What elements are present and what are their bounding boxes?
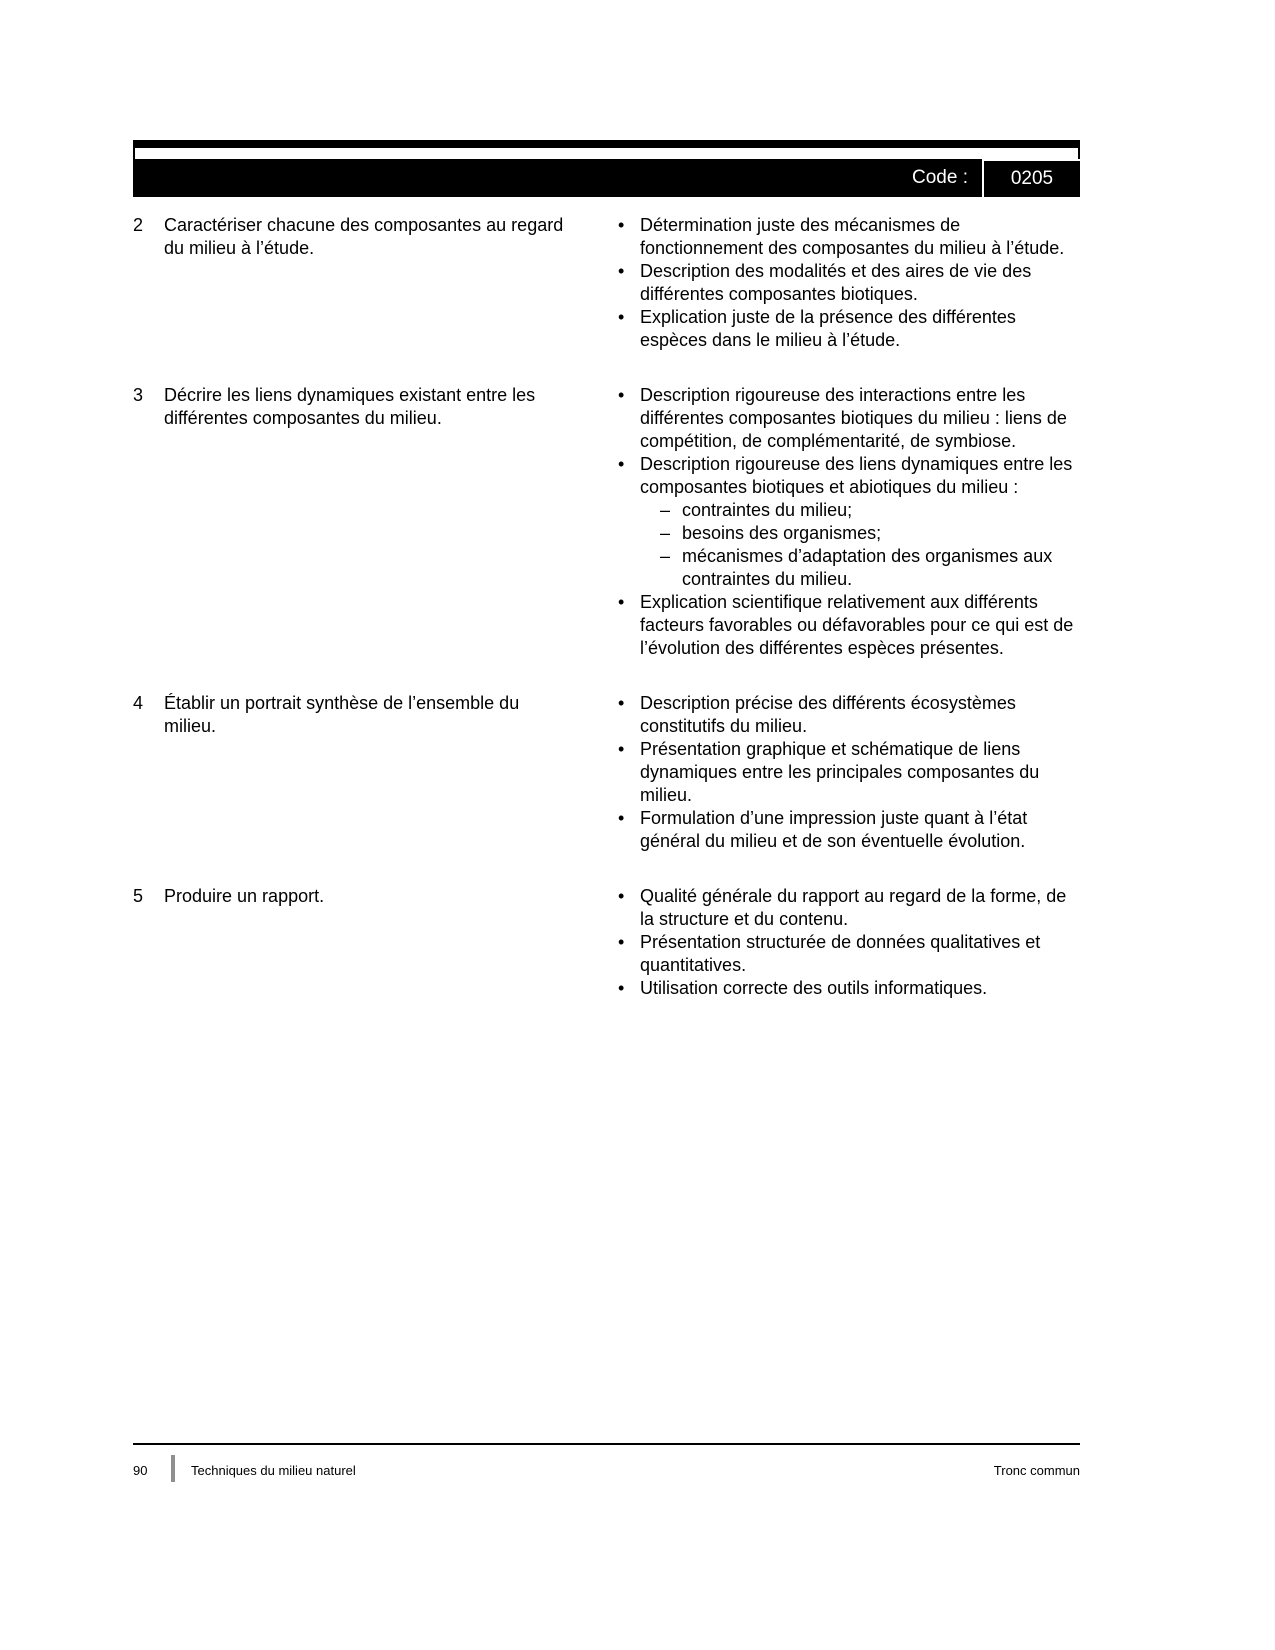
criterion-item <box>618 807 1080 853</box>
criterion-item <box>618 977 1080 1000</box>
criterion-body <box>640 931 1080 977</box>
bullet-icon: • <box>618 454 625 474</box>
criterion-body <box>640 384 1080 453</box>
bullet-icon: • <box>618 808 625 828</box>
criteria-cell <box>618 214 1080 352</box>
sub-criterion-item <box>660 545 1080 591</box>
code-label: Code : <box>912 167 968 188</box>
criterion-text: Description rigoureuse des liens dynamiques entre les composantes biotiques et abiotiques du milieu : <box>640 454 1073 497</box>
code-value: 0205 <box>982 159 1080 197</box>
footer <box>133 1455 1080 1482</box>
criterion-item <box>618 453 1080 591</box>
sub-criterion-item <box>660 522 1080 545</box>
criterion-text: Description précise des différents écosystèmes constitutifs du milieu. <box>640 693 1016 736</box>
criteria-cell <box>618 384 1080 660</box>
criterion-item <box>618 692 1080 738</box>
criterion-text: Qualité générale du rapport au regard de la forme, de la structure et du contenu. <box>640 886 1067 929</box>
criteria-cell <box>618 885 1080 1000</box>
criterion-body <box>640 885 1080 931</box>
criteria-cell <box>618 692 1080 853</box>
criterion-body <box>640 260 1080 306</box>
objective-number: 4 <box>133 693 144 713</box>
criterion-text: Formulation d’une impression juste quant à l’état général du milieu et de son éventuelle évolution. <box>640 808 1028 851</box>
header-bar <box>133 140 1080 197</box>
footer-divider <box>171 1455 175 1482</box>
objective-text: Produire un rapport. <box>164 886 325 906</box>
objective-text: Décrire les liens dynamiques existant entre les différentes composantes du milieu. <box>164 385 536 428</box>
objective-row <box>133 384 1080 660</box>
footer-rule <box>133 1443 1080 1445</box>
sub-criterion-item <box>660 499 1080 522</box>
bullet-icon: • <box>618 978 625 998</box>
criterion-text: Explication juste de la présence des différentes espèces dans le milieu à l’étude. <box>640 307 1016 350</box>
objective-cell <box>133 692 585 853</box>
criterion-body <box>640 692 1080 738</box>
criterion-item <box>618 214 1080 260</box>
dash-icon: – <box>660 500 671 520</box>
objective-row <box>133 885 1080 1000</box>
criterion-body <box>640 738 1080 807</box>
criterion-body <box>640 306 1080 352</box>
bullet-icon: • <box>618 739 625 759</box>
criterion-text: Explication scientifique relativement aux différents facteurs favorables ou défavorables pour ce qui est de l’évolution des différentes espèces présentes. <box>640 592 1074 658</box>
dash-icon: – <box>660 523 671 543</box>
objective-number: 5 <box>133 886 144 906</box>
objective-cell <box>133 384 585 660</box>
bullet-icon: • <box>618 261 625 281</box>
footer-document-title: Techniques du milieu naturel <box>191 1463 356 1478</box>
sub-criterion-text: besoins des organismes; <box>682 523 882 543</box>
criterion-item <box>618 931 1080 977</box>
criterion-text: Description rigoureuse des interactions entre les différentes composantes biotiques du milieu : liens de compétition, de complémentarité, de symbiose. <box>640 385 1067 451</box>
criterion-body <box>640 453 1080 591</box>
sub-criterion-text: mécanismes d’adaptation des organismes aux contraintes du milieu. <box>682 546 1053 589</box>
bullet-icon: • <box>618 385 625 405</box>
criterion-text: Présentation graphique et schématique de liens dynamiques entre les principales composantes du milieu. <box>640 739 1040 805</box>
criterion-text: Description des modalités et des aires de vie des différentes composantes biotiques. <box>640 261 1032 304</box>
criterion-body <box>640 591 1080 660</box>
bullet-icon: • <box>618 307 625 327</box>
footer-left <box>133 1455 356 1482</box>
bullet-icon: • <box>618 886 625 906</box>
bullet-icon: • <box>618 932 625 952</box>
criterion-text: Présentation structurée de données qualitatives et quantitatives. <box>640 932 1041 975</box>
objective-text: Établir un portrait synthèse de l’ensemble du milieu. <box>164 693 520 736</box>
dash-icon: – <box>660 546 671 566</box>
criterion-item <box>618 738 1080 807</box>
objective-cell <box>133 214 585 352</box>
criterion-item <box>618 260 1080 306</box>
criterion-body <box>640 214 1080 260</box>
header-row <box>133 159 1080 197</box>
sub-criterion-text: contraintes du milieu; <box>682 500 853 520</box>
bullet-icon: • <box>618 592 625 612</box>
objective-number: 2 <box>133 215 144 235</box>
objective-text: Caractériser chacune des composantes au regard du milieu à l’étude. <box>164 215 564 258</box>
criterion-item <box>618 885 1080 931</box>
criterion-text: Utilisation correcte des outils informatiques. <box>640 978 988 998</box>
objective-row <box>133 214 1080 352</box>
criterion-text: Détermination juste des mécanismes de fonctionnement des composantes du milieu à l’étude. <box>640 215 1065 258</box>
rows-container <box>133 214 1080 1032</box>
criterion-item <box>618 306 1080 352</box>
objective-number: 3 <box>133 385 144 405</box>
criterion-body <box>640 807 1080 853</box>
footer-section-label: Tronc commun <box>993 1463 1080 1478</box>
criterion-body <box>640 977 1080 1000</box>
objective-row <box>133 692 1080 853</box>
criterion-item <box>618 384 1080 453</box>
criterion-item <box>618 591 1080 660</box>
bullet-icon: • <box>618 693 625 713</box>
page-number: 90 <box>133 1463 148 1478</box>
header-stripe <box>135 148 1078 159</box>
objective-cell <box>133 885 585 1000</box>
bullet-icon: • <box>618 215 625 235</box>
